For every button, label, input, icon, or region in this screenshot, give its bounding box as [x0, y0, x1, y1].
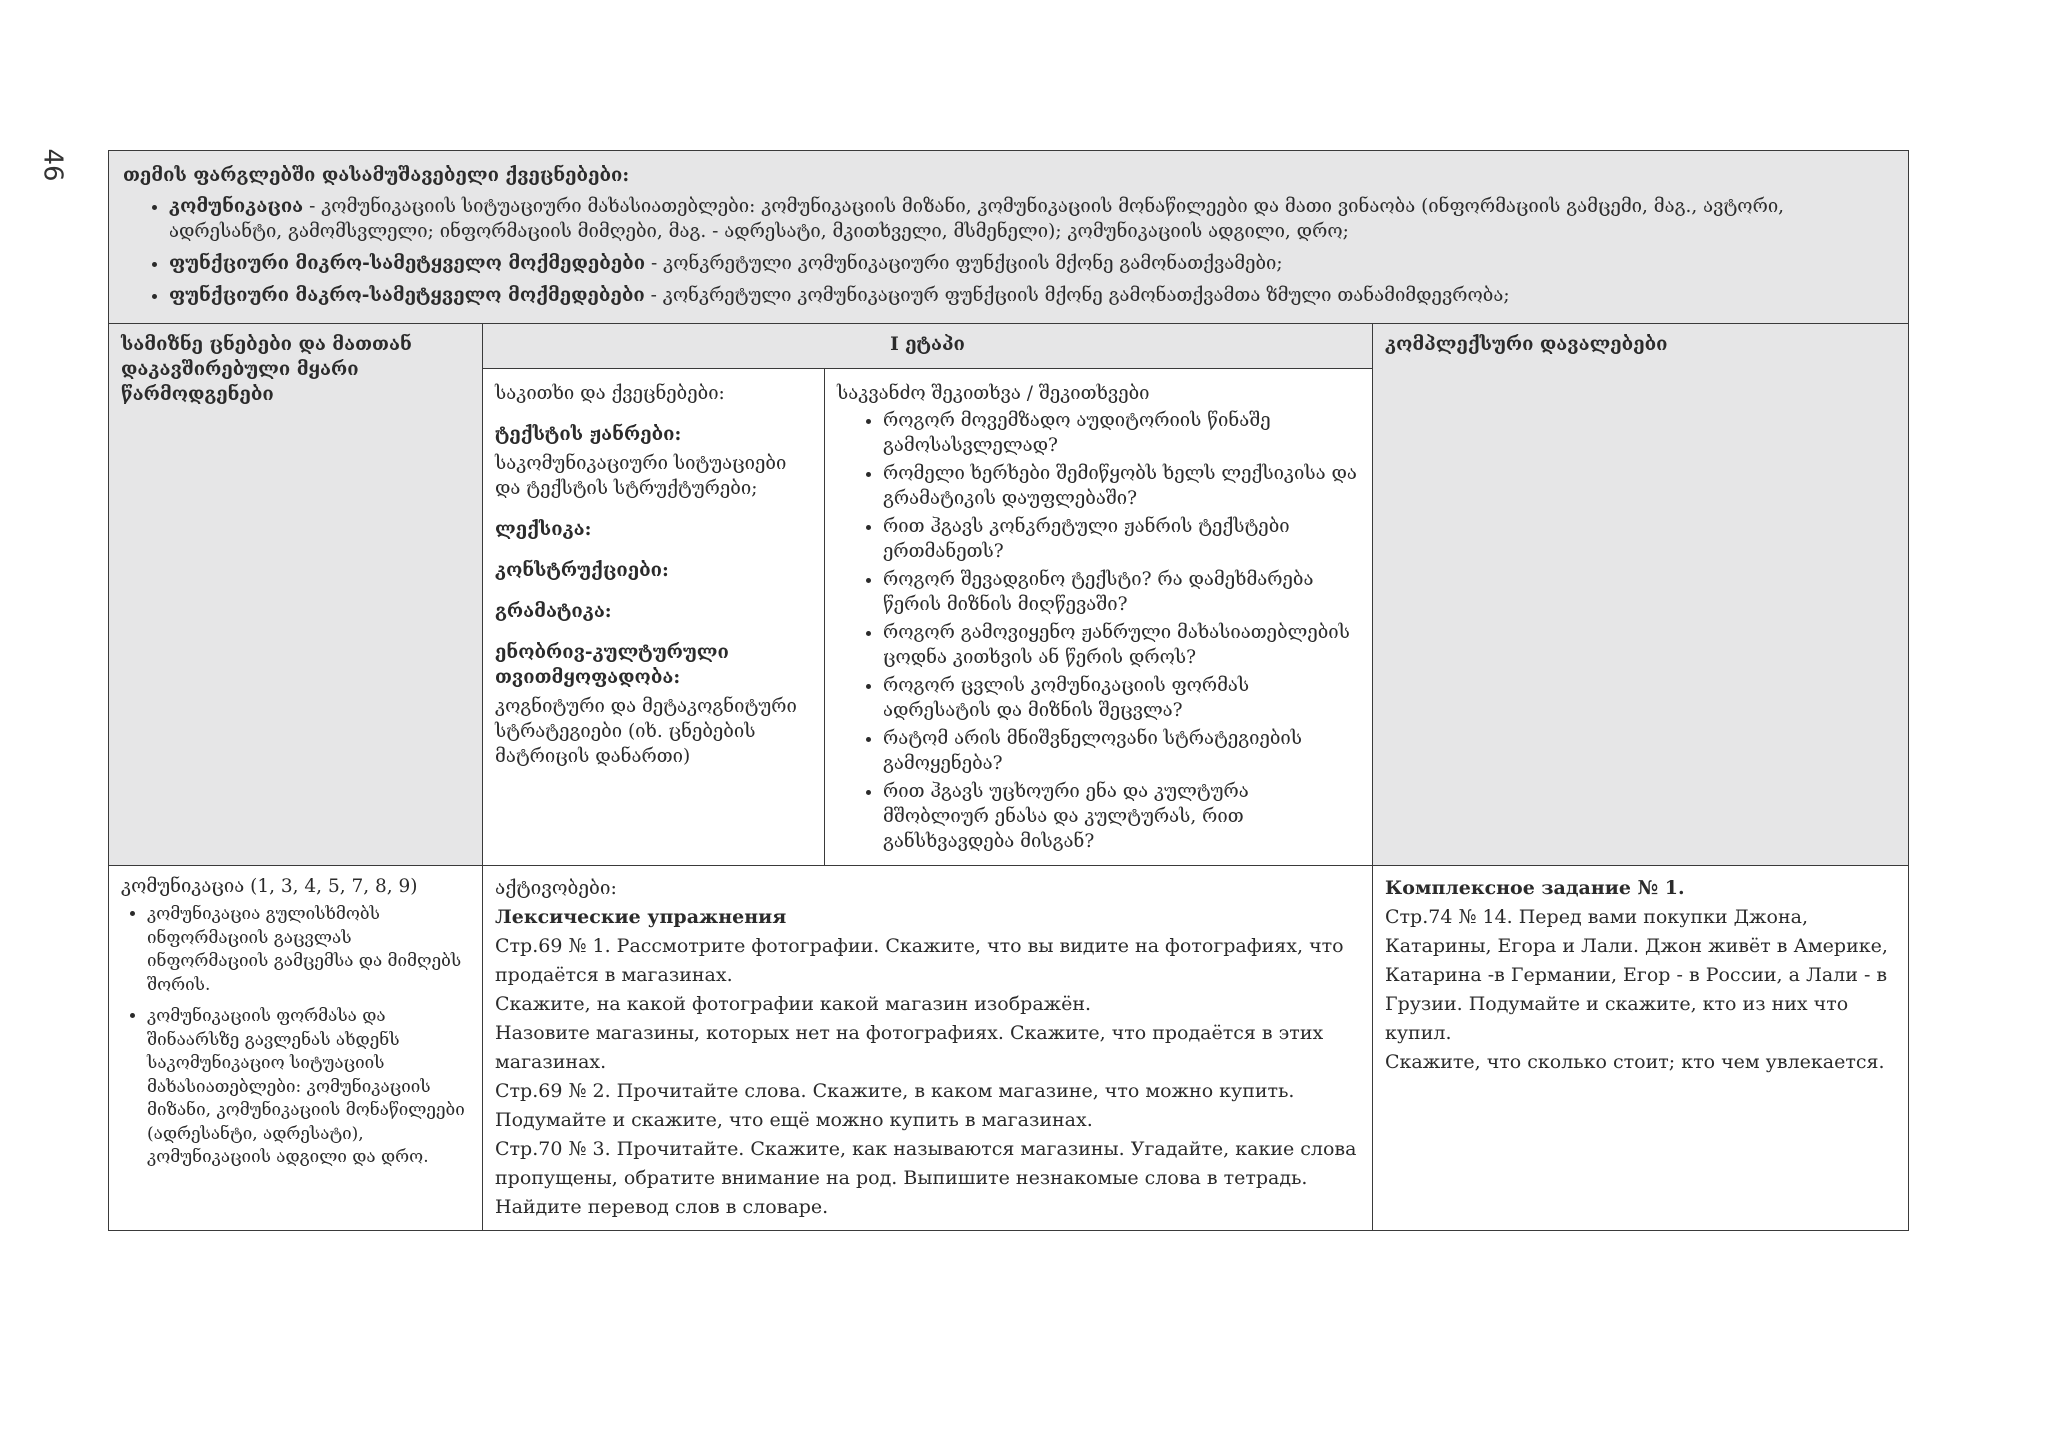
- key-question: • როგორ ცვლის კომუნიკაციის ფორმას ადრესატის და მიზნის შეცვლა?: [883, 673, 1360, 723]
- activity-line: Стр.69 № 2. Прочитайте слова. Скажите, в каком магазине, что можно купить. Подумайте и скажите, что ещё можно купить в магазинах.: [495, 1080, 1295, 1131]
- communication-title: კომუნიკაცია (1, 3, 4, 5, 7, 8, 9): [121, 876, 418, 897]
- topic-item: [169, 251, 1894, 276]
- complex-tasks-header-cell: [1373, 324, 1909, 866]
- header-row: [109, 324, 1909, 369]
- communication-cell: [109, 866, 483, 1231]
- communication-item: • კომუნიკაცია გულისხმობს ინფორმაციის გაცვლას ინფორმაციის გამცემსა და მიმღებს შორის.: [147, 903, 470, 997]
- topic-term: კომუნიკაცია: [169, 196, 304, 217]
- topics-row: [109, 151, 1909, 324]
- key-concepts-header-cell: [109, 324, 483, 866]
- page-number: 46: [37, 148, 68, 182]
- activities-cell: [483, 866, 1373, 1231]
- vocabulary-label: ლექსიკა:: [495, 519, 592, 540]
- topic-text: - კონკრეტული კომუნიკაციური ფუნქციის მქონე გამონათქვამები;: [645, 253, 1283, 274]
- communication-item: • კომუნიკაციის ფორმასა და შინაარსზე გავლენას ახდენს საკომუნიკაციო სიტუაციის მახასიათებლები: კომუნიკაციის მიზანი, კომუნიკაციის მონაწილეები (ადრესანტი, ადრესატი), კომუნიკაციის ადგილი და დრო.: [147, 1005, 470, 1170]
- key-question: • რატომ არის მნიშვნელოვანი სტრატეგიების გამოყენება?: [883, 726, 1360, 776]
- key-concepts-header: სამიზნე ცნებები და მათთან დაკავშირებული მყარი წარმოდგენები: [121, 334, 412, 405]
- complex-task-cell: [1373, 866, 1909, 1231]
- content-row: [109, 866, 1909, 1231]
- activity-line: Скажите, на какой фотографии какой магазин изображён.: [495, 993, 1092, 1015]
- topics-title: თემის ფარგლებში დასამუშავებელი ქვეცნებები:: [123, 165, 630, 186]
- complex-task-line: Скажите, что сколько стоит; кто чем увлекается.: [1385, 1051, 1885, 1073]
- stage-header-cell: [483, 324, 1373, 369]
- issues-header: საკითხი და ქვეცნებები:: [495, 383, 725, 404]
- key-question: • როგორ შევადგინო ტექსტი? რა დამეხმარება წერის მიზნის მიღწევაში?: [883, 567, 1360, 617]
- cognitive-value: კოგნიტური და მეტაკოგნიტური სტრატეგიები (იხ. ცნებების მატრიცის დანართი): [495, 696, 797, 767]
- key-question: • რით ჰგავს უცხოური ენა და კულტურა მშობლიურ ენასა და კულტურას, რით განსხვავდება მისგან?: [883, 779, 1360, 854]
- activities-heading: Лексические упражнения: [495, 906, 787, 928]
- complex-tasks-header: კომპლექსური დავალებები: [1385, 334, 1668, 355]
- topic-item: [169, 194, 1894, 244]
- key-question: • რომელი ხერხები შემიწყობს ხელს ლექსიკისა და გრამატიკის დაუფლებაში?: [883, 461, 1360, 511]
- communication-list: [121, 903, 470, 1170]
- topics-cell: [109, 151, 1909, 324]
- key-questions-header: საკვანძო შეკითხვა / შეკითხვები: [837, 383, 1150, 404]
- topic-item: [169, 283, 1894, 308]
- topic-text: - კონკრეტული კომუნიკაციურ ფუნქციის მქონე გამონათქვამთა ზმული თანამიმდევრობა;: [644, 285, 1510, 306]
- text-genres-value: საკომუნიკაციური სიტუაციები და ტექსტის სტრუქტურები;: [495, 453, 787, 499]
- key-question: • როგორ მოვემზადო აუდიტორიის წინაშე გამოსასვლელად?: [883, 408, 1360, 458]
- activity-line: Стр.69 № 1. Рассмотрите фотографии. Скажите, что вы видите на фотографиях, что продаётся в магазинах.: [495, 935, 1344, 986]
- key-questions-cell: [825, 369, 1373, 866]
- constructions-label: კონსტრუქციები:: [495, 560, 669, 581]
- activity-line: Стр.70 № 3. Прочитайте. Скажите, как называются магазины. Угадайте, какие слова пропущены, обратите внимание на род. Выпишите незнакомые слова в тетрадь. Найдите перевод слов в словаре.: [495, 1138, 1357, 1218]
- topic-term: ფუნქციური მიკრო-სამეტყველო მოქმედებები: [169, 253, 646, 274]
- topic-text: - კომუნიკაციის სიტუაციური მახასიათებლები: კომუნიკაციის მიზანი, კომუნიკაციის მონაწილეები და მათი ვინაობა (ინფორმაციის გამცემი, მაგ., ავტორი, ადრესანტი, გამომსვლელი; ინფორმაციის მიმღები, მაგ. - ადრესატი, მკითხველი, მსმენელი); კომუნიკაციის ადგილი, დრო;: [169, 196, 1785, 242]
- activity-line: Назовите магазины, которых нет на фотографиях. Скажите, что продаётся в этих магазинах.: [495, 1022, 1324, 1073]
- key-questions-list: [837, 408, 1360, 854]
- complex-task-line: Стр.74 № 14. Перед вами покупки Джона, Катарины, Егора и Лали. Джон живёт в Америке, Катарина -в Германии, Егор - в России, а Лали - в Грузии. Подумайте и скажите, кто из них что купил.: [1385, 906, 1888, 1044]
- issues-cell: [483, 369, 825, 866]
- grammar-label: გრამატიკა:: [495, 601, 612, 622]
- curriculum-table: [108, 150, 1909, 1231]
- intercultural-label: ენობრივ-კულტურული თვითმყოფადობა:: [495, 642, 729, 688]
- stage-header: I ეტაპი: [890, 334, 965, 355]
- topics-list: [123, 194, 1894, 308]
- activities-label: აქტივობები:: [495, 877, 617, 899]
- text-genres-label: ტექსტის ჟანრები:: [495, 424, 682, 445]
- complex-task-heading: Комплексное задание № 1.: [1385, 877, 1685, 899]
- key-question: • როგორ გამოვიყენო ჟანრული მახასიათებლების ცოდნა კითხვის ან წერის დროს?: [883, 620, 1360, 670]
- topic-term: ფუნქციური მაკრო-სამეტყველო მოქმედებები: [169, 285, 645, 306]
- key-question: • რით ჰგავს კონკრეტული ჟანრის ტექსტები ერთმანეთს?: [883, 514, 1360, 564]
